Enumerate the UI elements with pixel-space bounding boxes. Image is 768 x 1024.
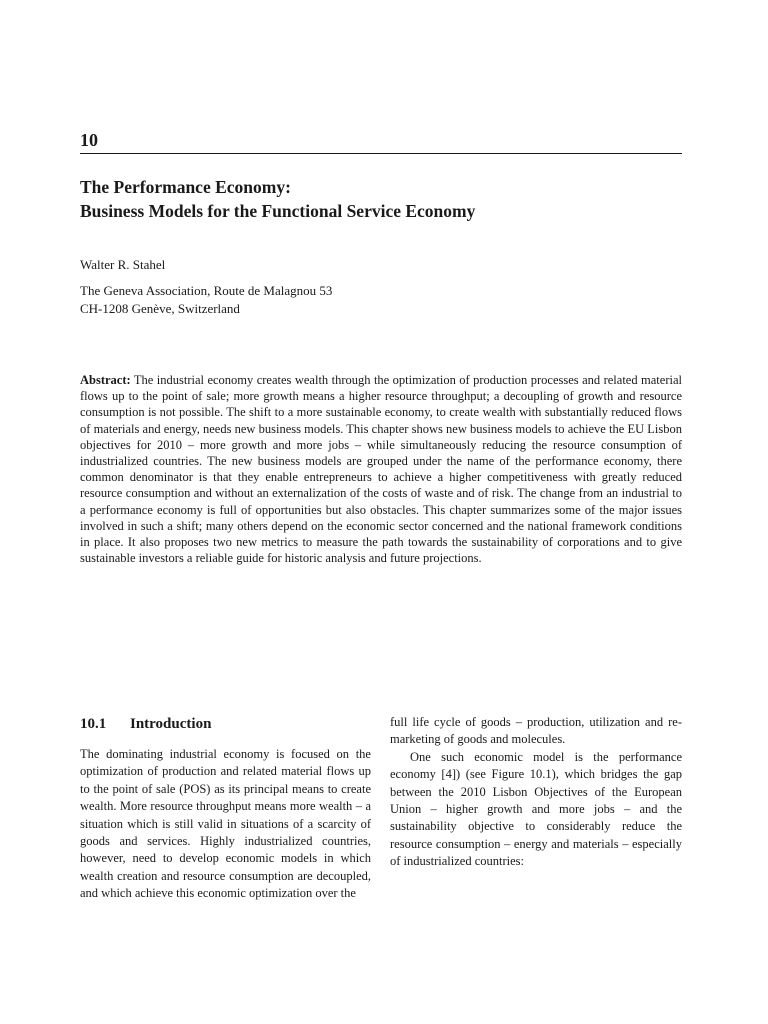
affiliation-line-1: The Geneva Association, Route de Malagnou 53 (80, 283, 333, 298)
author-affiliation (80, 282, 332, 318)
chapter-title-line-2: Business Models for the Functional Service Economy (80, 201, 476, 221)
author-name: Walter R. Stahel (80, 257, 166, 272)
chapter-number: 10 (80, 130, 98, 150)
body-column-right (390, 714, 682, 871)
section-heading (80, 714, 371, 734)
chapter-title-line-1: The Performance Economy: (80, 177, 291, 197)
body-paragraph-1: The dominating industrial economy is focused on the optimization of production and related material flows up to the point of sale (POS) as its principal means to create wealth. More resource throughput means more wealth – a situation which is still valid in situations of a scarcity of goods and services. Highly industrialized countries, however, need to develop economic models in which wealth creation and resource consumption are decoupled, and which achieve this economic optimization over the (80, 747, 371, 901)
body-column-left (80, 714, 371, 903)
abstract (80, 372, 682, 566)
abstract-label: Abstract: (80, 373, 131, 387)
section-number: 10.1 (80, 716, 107, 732)
section-title: Introduction (130, 716, 212, 732)
chapter-title (80, 175, 682, 223)
abstract-text: The industrial economy creates wealth through the optimization of production processes and related material flows up to the point of sale; more growth means a higher resource throughput; a decoupling of growth and resource consumption is not possible. The shift to a more sustainable economy, to create wealth with substantially reduced flows of materials and energy, needs new business models. This chapter shows new business models to achieve the EU Lisbon objectives for 2010 – more growth and more jobs – while simultaneously reducing the resource consumption of industrialized countries. The new business models are grouped under the name of the performance economy, there common denominator is that they enable entrepreneurs to achieve a higher competitiveness with greatly reduced resource consumption and without an externalization of the costs of waste and of risk. The change from an industrial to a performance economy is full of opportunities but also obstacles. This chapter summarizes some of the major issues involved in such a shift; many others depend on the economic sector concerned and the national framework conditions in place. It also proposes two new metrics to measure the path towards the sustainability of corporations and to give sustainable investors a reliable guide for historic analysis and future projections. (80, 373, 682, 566)
chapter-divider (80, 153, 682, 154)
body-paragraph-2: One such economic model is the performance economy [4]) (see Figure 10.1), which bridges the gap between the 2010 Lisbon Objectives of the European Union – higher growth and more jobs – and the sustainability objective to considerably reduce the resource consumption – energy and materials – especially of industrialized countries: (390, 749, 682, 869)
body-paragraph-1-continued: full life cycle of goods – production, utilization and re-marketing of goods and molecules. (390, 715, 682, 747)
affiliation-line-2: CH-1208 Genève, Switzerland (80, 301, 240, 316)
